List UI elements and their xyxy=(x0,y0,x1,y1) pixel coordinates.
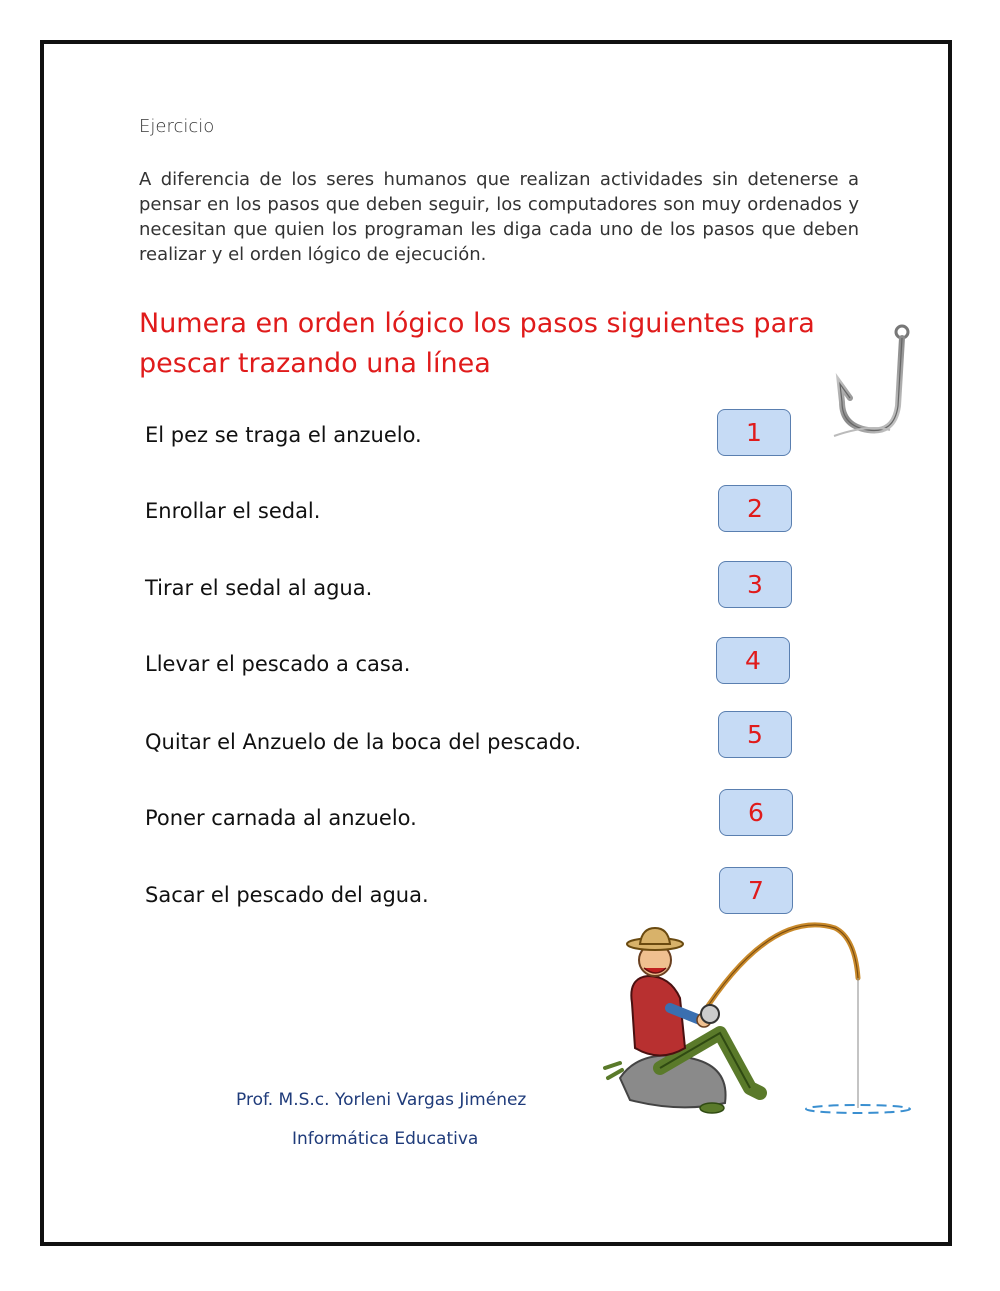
step-text-2: Enrollar el sedal. xyxy=(145,499,321,523)
subject-credit: Informática Educativa xyxy=(292,1129,479,1149)
number-box-6[interactable]: 6 xyxy=(719,789,793,836)
step-text-1: El pez se traga el anzuelo. xyxy=(145,423,422,447)
step-text-3: Tirar el sedal al agua. xyxy=(145,576,373,600)
number-box-4[interactable]: 4 xyxy=(716,637,790,684)
number-box-1[interactable]: 1 xyxy=(717,409,791,456)
step-text-7: Sacar el pescado del agua. xyxy=(145,883,429,907)
step-text-6: Poner carnada al anzuelo. xyxy=(145,806,417,830)
number-box-2[interactable]: 2 xyxy=(718,485,792,532)
fisherman-illustration xyxy=(600,918,920,1123)
instruction-line-2: pescar trazando una línea xyxy=(139,348,491,379)
instruction-line-1: Numera en orden lógico los pasos siguientes para xyxy=(139,308,815,339)
instruction-title xyxy=(139,304,829,384)
exercise-heading: Ejercicio xyxy=(139,116,215,137)
step-text-4: Llevar el pescado a casa. xyxy=(145,652,411,676)
author-credit: Prof. M.S.c. Yorleni Vargas Jiménez xyxy=(236,1090,527,1110)
number-box-7[interactable]: 7 xyxy=(719,867,793,914)
fishing-hook-icon xyxy=(828,318,948,446)
intro-paragraph: A diferencia de los seres humanos que realizan actividades sin detenerse a pensar en los pasos que deben seguir, los computadores son muy ordenados y necesitan que quien los programan les diga cada uno de los pasos que deben realizar y el orden lógico de ejecución. xyxy=(139,169,859,265)
number-box-5[interactable]: 5 xyxy=(718,711,792,758)
step-text-5: Quitar el Anzuelo de la boca del pescado. xyxy=(145,730,582,754)
number-box-3[interactable]: 3 xyxy=(718,561,792,608)
